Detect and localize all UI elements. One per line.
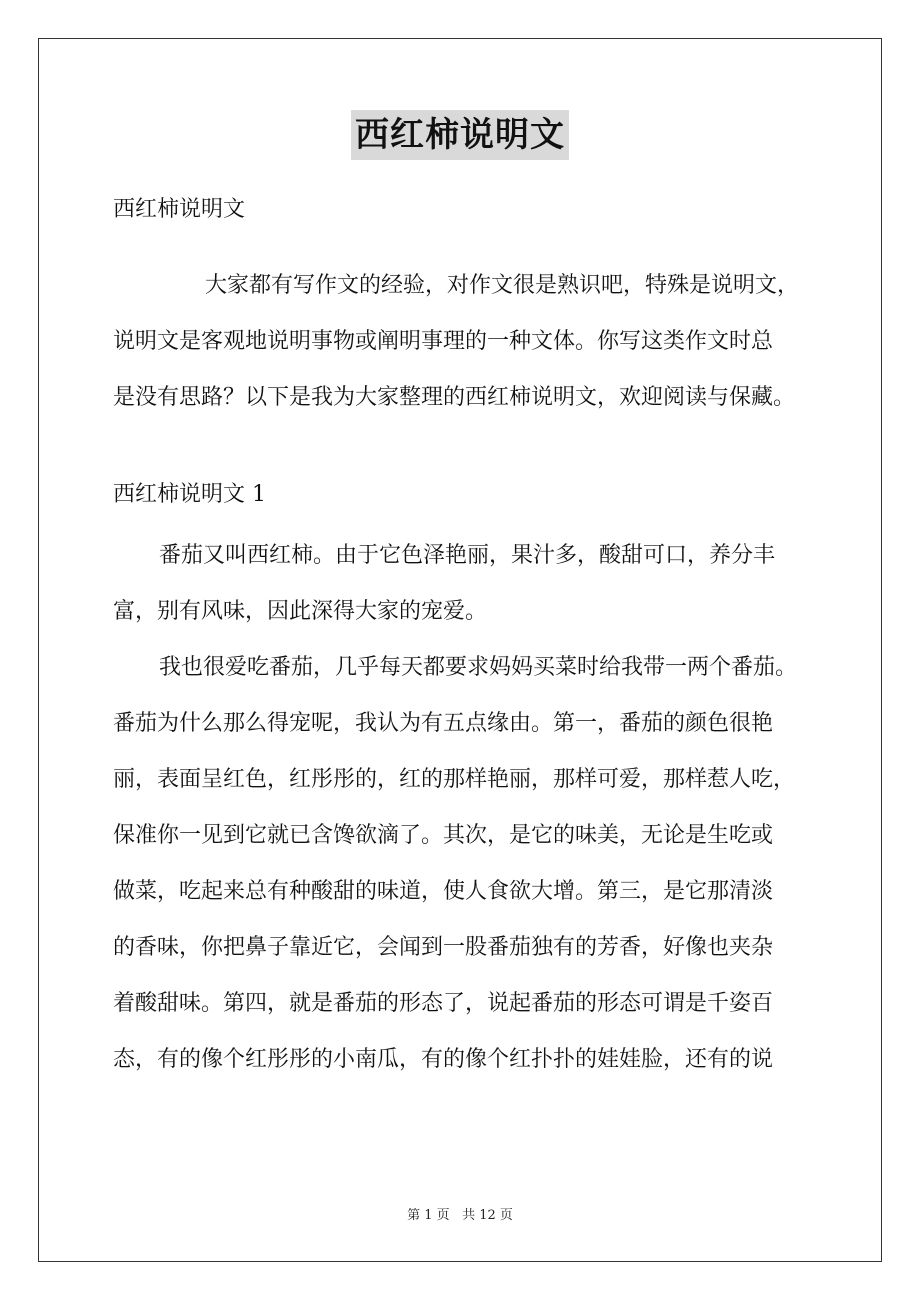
page-number: 第 1 页 — [407, 1208, 450, 1223]
paragraph-line: 保准你一见到它就已含馋欲滴了。其次，是它的味美，无论是生吃或 — [113, 823, 774, 848]
paragraph-line: 的香味，你把鼻子靠近它，会闻到一股番茄独有的芳香，好像也夹杂 — [113, 935, 774, 960]
paragraph-line: 富，别有风味，因此深得大家的宠爱。 — [113, 599, 488, 624]
paragraph-line: 丽，表面呈红色，红彤彤的，红的那样艳丽，那样可爱，那样惹人吃， — [113, 767, 796, 792]
page-footer — [0, 1208, 920, 1224]
paragraph-line: 着酸甜味。第四，就是番茄的形态了，说起番茄的形态可谓是千姿百 — [113, 991, 774, 1016]
paragraph-line: 我也很爱吃番茄，几乎每天都要求妈妈买菜时给我带一两个番茄。 — [159, 655, 798, 680]
paragraph-line: 做菜，吃起来总有种酸甜的味道，使人食欲大增。第三，是它那清淡 — [113, 879, 774, 904]
intro-line: 说明文是客观地说明事物或阐明事理的一种文体。你写这类作文时总 — [113, 329, 774, 354]
subtitle: 西红柿说明文 — [113, 197, 246, 222]
document-body — [113, 195, 813, 1075]
total-pages: 共 12 页 — [462, 1208, 513, 1223]
paragraph-line: 态，有的像个红彤彤的小南瓜，有的像个红扑扑的娃娃脸，还有的说 — [113, 1047, 774, 1072]
paragraph-line: 番茄又叫西红柿。由于它色泽艳丽，果汁多，酸甜可口，养分丰 — [159, 543, 776, 568]
paragraph-line: 番茄为什么那么得宠呢，我认为有五点缘由。第一，番茄的颜色很艳 — [113, 711, 774, 736]
intro-line: 大家都有写作文的经验，对作文很是熟识吧，特殊是说明文， — [205, 273, 800, 298]
section-heading: 西红柿说明文 1 — [113, 482, 266, 507]
title-container — [0, 110, 920, 160]
document-title: 西红柿说明文 — [351, 110, 569, 160]
intro-line: 是没有思路？以下是我为大家整理的西红柿说明文，欢迎阅读与保藏。 — [113, 385, 796, 410]
